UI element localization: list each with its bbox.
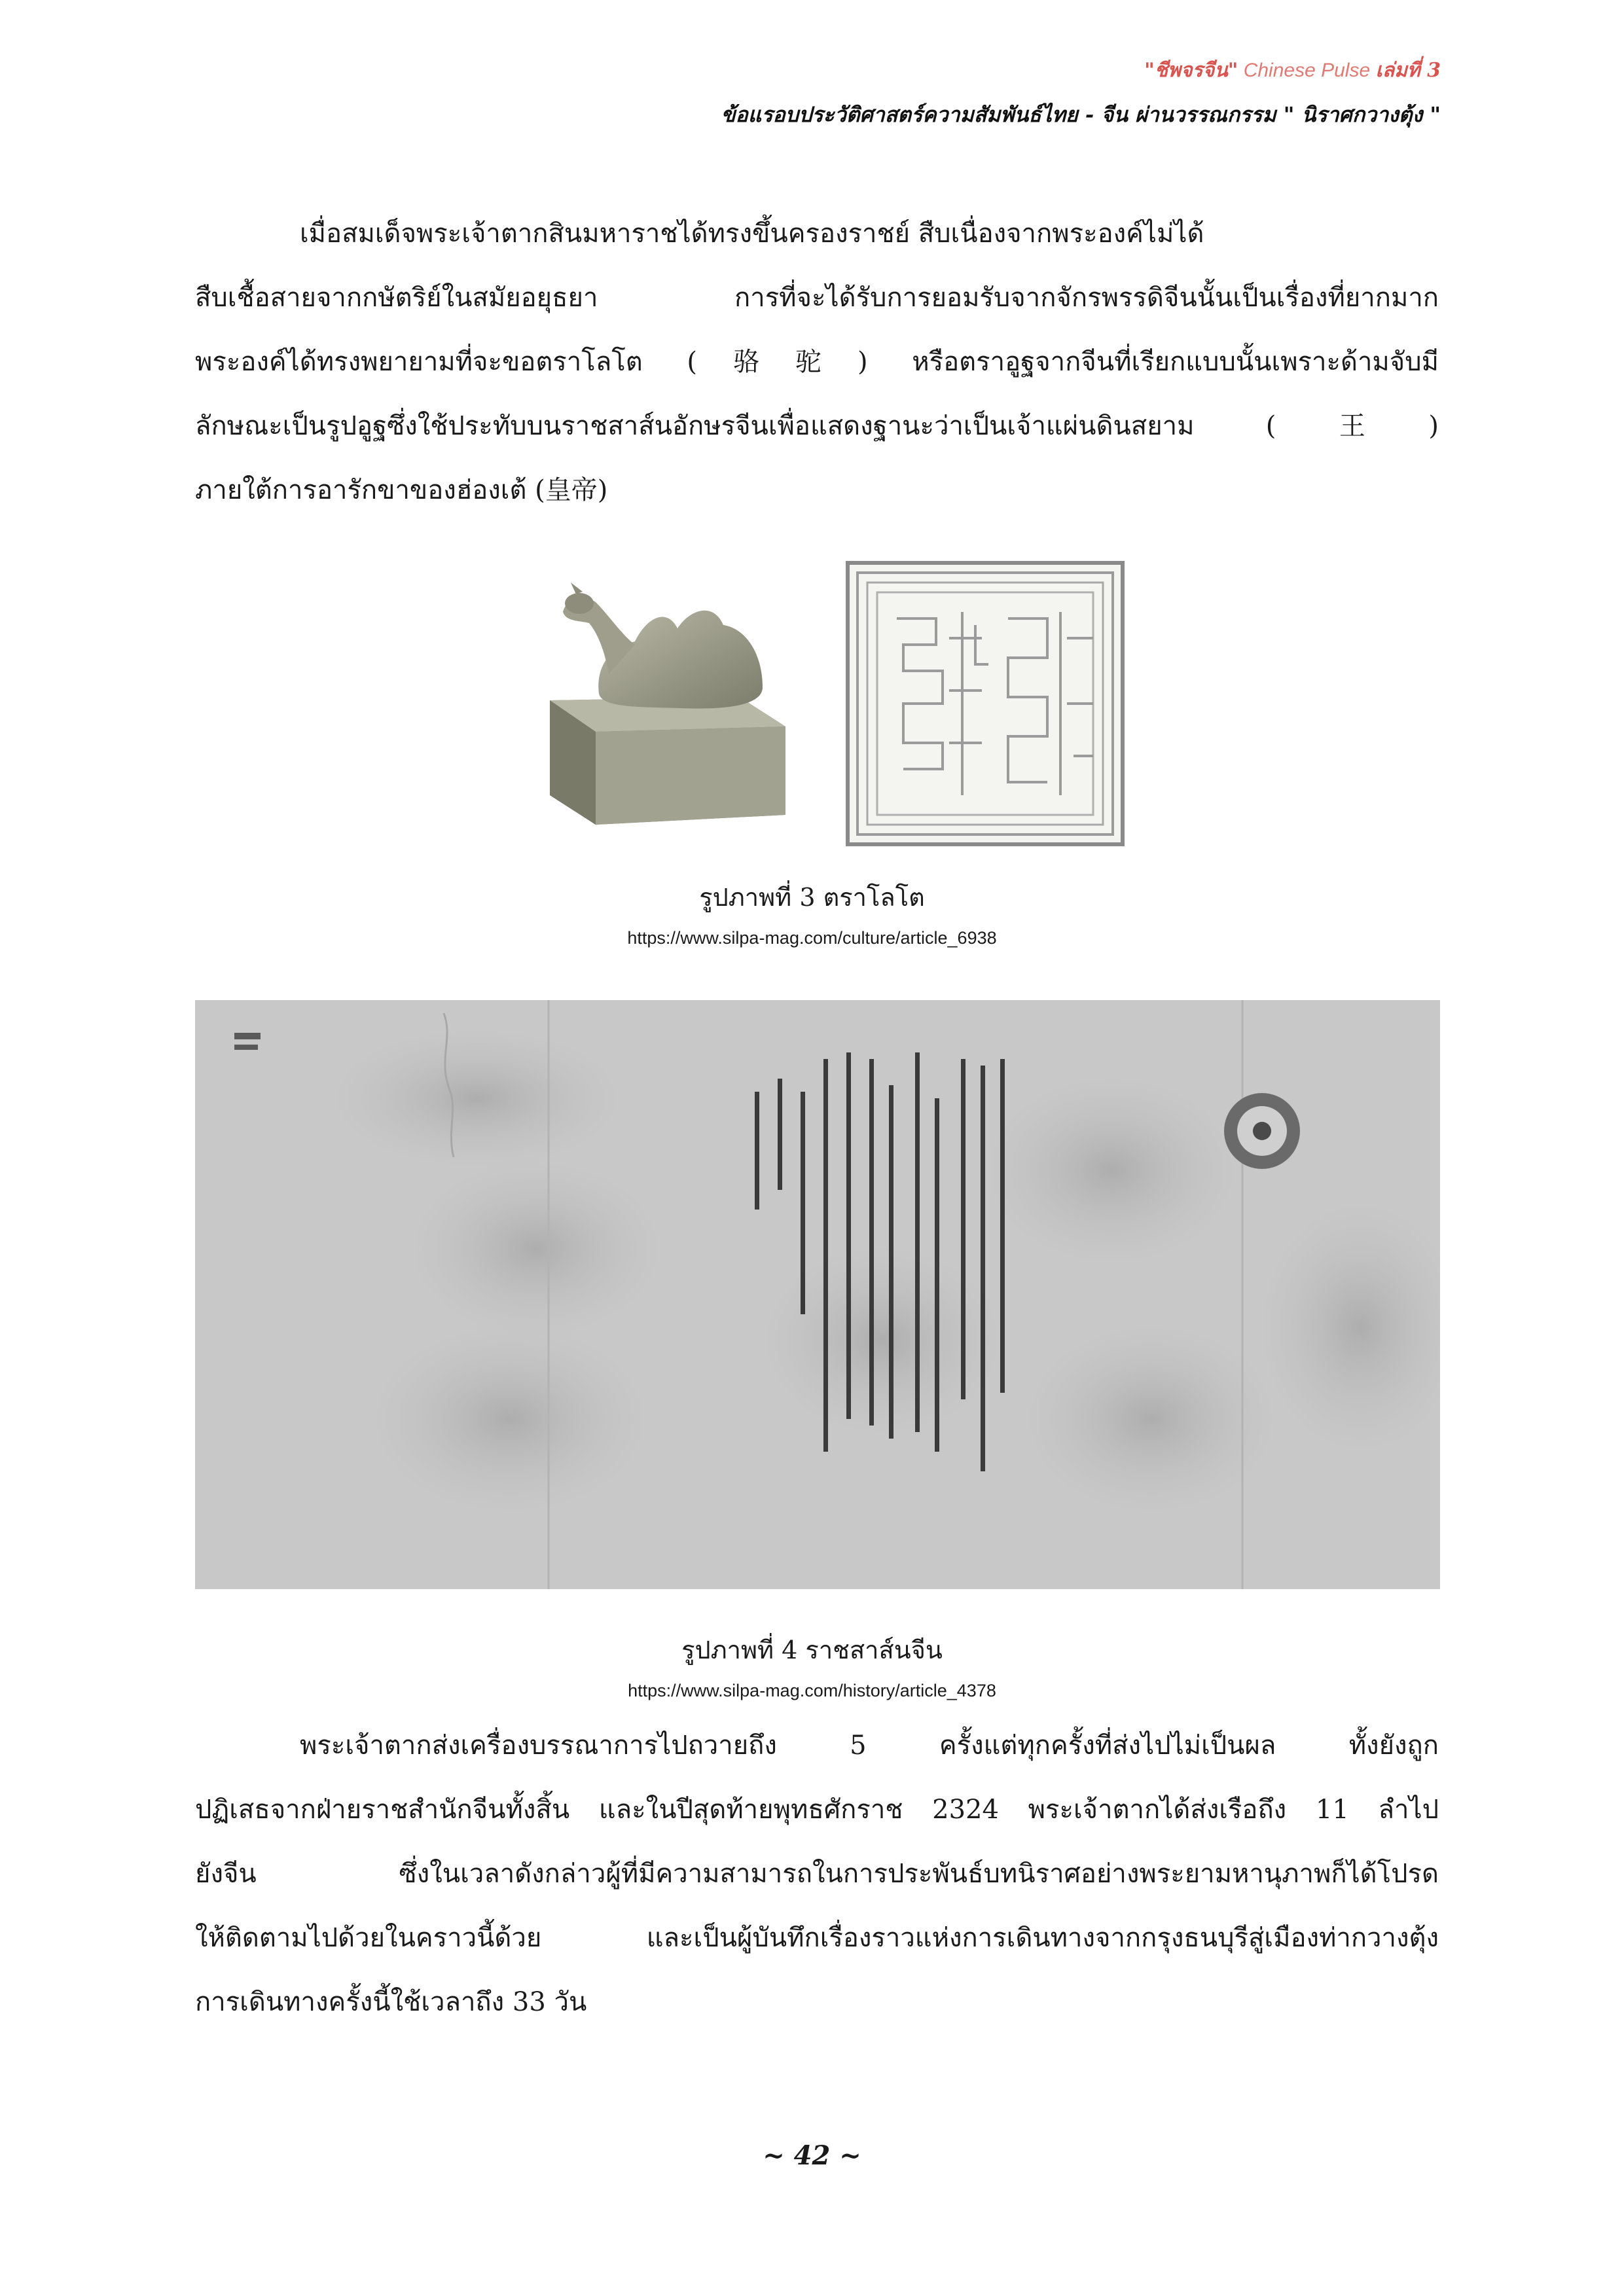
series-name: "ชีพจรจีน" [1144, 59, 1238, 82]
figure-4-caption: รูปภาพที่ 4 ราชสาส์นจีน [681, 1636, 943, 1664]
paragraph-line: ยังจีน ซึ่งในเวลาดังกล่าวผู้ที่มีความสามารถในการประพันธ์บทนิราศอย่างพระยามหานุภาพก็ได้โปรด [195, 1859, 1439, 1889]
paragraph-1 [195, 202, 1439, 522]
chinese-royal-letter-image [195, 1000, 1440, 1589]
paragraph-2 [195, 1713, 1439, 2034]
seal-stamp-impression [844, 560, 1126, 848]
series-english-name: Chinese Pulse [1238, 60, 1376, 81]
paragraph-line: ปฏิเสธจากฝ่ายราชสำนักจีนทั้งสิ้น และในปีสุดท้ายพุทธศักราช 2324 พระเจ้าตากได้ส่งเรือถึง 11 ลำไป [195, 1795, 1439, 1825]
page-number: ~ 42 ~ [763, 2140, 861, 2171]
running-header-series [1144, 55, 1441, 86]
paragraph-line: ให้ติดตามไปด้วยในคราวนี้ด้วย และเป็นผู้บันทึกเรื่องราวแห่งการเดินทางจากกรุงธนบุรีสู่เมืองท่ากวางตุ้ง [195, 1923, 1439, 1953]
figure-4-source-link[interactable]: https://www.silpa-mag.com/history/article_4378 [628, 1681, 996, 1700]
paragraph-line: ลักษณะเป็นรูปอูฐซึ่งใช้ประทับบนราชสาส์นอักษรจีนเพื่อแสดงฐานะว่าเป็นเจ้าแผ่นดินสยาม (王) [195, 411, 1439, 441]
paragraph-line: ภายใต้การอารักขาของฮ่องเต้ (皇帝) [195, 475, 608, 505]
paragraph-line: การเดินทางครั้งนี้ใช้เวลาถึง 33 วัน [195, 1987, 587, 2017]
volume-label: เล่มที่ 3 [1375, 59, 1441, 82]
running-header-subtitle: ข้อแรอบประวัติศาสตร์ความสัมพันธ์ไทย - จีน ผ่านวรรณกรรม " นิราศกวางตุ้ง " [721, 102, 1441, 127]
figure-3-source-link[interactable]: https://www.silpa-mag.com/culture/article_6938 [627, 928, 997, 948]
camel-seal-photo [537, 563, 799, 831]
paragraph-line: พระองค์ได้ทรงพยายามที่จะขอตราโลโต (骆驼) หรือตราอูฐจากจีนที่เรียกแบบนั้นเพราะด้ามจับมี [195, 347, 1439, 377]
figure-3-caption: รูปภาพที่ 3 ตราโลโต [699, 883, 925, 912]
paragraph-line: สืบเชื้อสายจากกษัตริย์ในสมัยอยุธยา การที่จะได้รับการยอมรับจากจักรพรรดิจีนนั้นเป็นเรื่องที่ยากมาก [195, 283, 1439, 313]
paragraph-line: เมื่อสมเด็จพระเจ้าตากสินมหาราชได้ทรงขึ้นครองราชย์ สืบเนื่องจากพระองค์ไม่ได้ [300, 219, 1204, 249]
paragraph-line: พระเจ้าตากส่งเครื่องบรรณาการไปถวายถึง 5 ครั้งแต่ทุกครั้งที่ส่งไปไม่เป็นผล ทั้งยังถูก [300, 1731, 1439, 1761]
